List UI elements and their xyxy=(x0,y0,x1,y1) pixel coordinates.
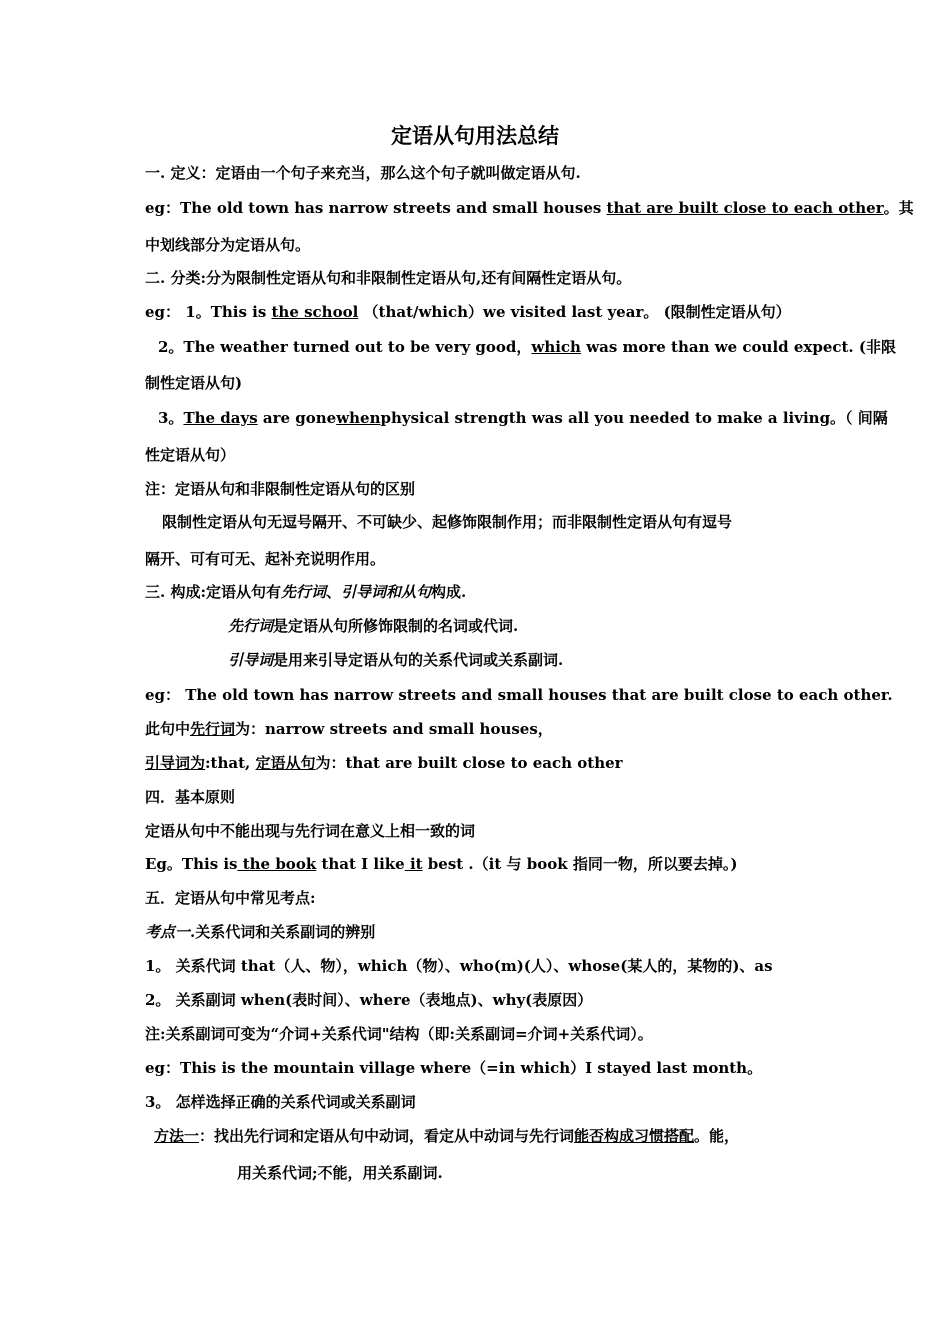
underlined-term: the book xyxy=(237,855,317,873)
text: 用关系代词;不能，用关系副词. xyxy=(237,1164,443,1182)
text: 隔开、可有可无、起补充说明作用。 xyxy=(145,550,386,568)
note-text xyxy=(162,512,732,532)
italic-term: 引导词和从句 xyxy=(341,583,432,601)
composition-line xyxy=(145,582,466,602)
text-line xyxy=(145,1024,653,1044)
text-line xyxy=(145,956,773,976)
underlined-antecedent: the school xyxy=(271,303,359,321)
text-line xyxy=(145,821,475,841)
text: that I like xyxy=(316,855,405,873)
underlined-term: 引导词为 xyxy=(145,754,206,772)
text: 制性定语从句) xyxy=(145,374,243,392)
text: Eg。This is xyxy=(145,855,238,873)
antecedent-definition xyxy=(228,616,518,636)
italic-term: 引导词 xyxy=(228,651,274,669)
text: eg：This is the mountain village where（=in which）I stayed last month。 xyxy=(145,1059,763,1077)
text-line xyxy=(145,719,553,739)
text: 此句中 xyxy=(145,720,191,738)
text: 2。The weather turned out to be very good， xyxy=(158,338,532,356)
text-line xyxy=(145,990,592,1010)
text: 2。 关系副词 when(表时间）、where（表地点)、why(表原因） xyxy=(145,991,593,1009)
text: .关系代词和关系副词的辨别 xyxy=(190,923,376,941)
italic-term: 先行词 xyxy=(228,617,274,635)
text: are gone xyxy=(257,409,337,427)
text: 为：narrow streets and small houses， xyxy=(235,720,553,738)
definition-line xyxy=(145,163,581,183)
relative-word-definition xyxy=(228,650,563,670)
text: 注:关系副词可变为“介词+关系代词"结构（即:关系副词=介词+关系代词）。 xyxy=(145,1025,653,1043)
note-heading xyxy=(145,479,415,499)
text: 五．定语从句中常见考点: xyxy=(145,889,316,907)
underlined-antecedent: The days xyxy=(183,409,258,427)
example-line-6 xyxy=(145,854,737,874)
example-line-4 xyxy=(158,408,888,428)
text: 1。 关系代词 that（人、物），which（物）、who(m)(人）、whose(某人的，某物的)、as xyxy=(145,957,773,975)
text: 、 xyxy=(326,583,342,601)
document-title: 定语从句用法总结 xyxy=(391,124,559,148)
text: 。能， xyxy=(694,1127,740,1145)
definition-text: 一. 定义：定语由一个句子来充当，那么这个句子就叫做定语从句. xyxy=(145,164,581,182)
example-line-1 xyxy=(145,198,914,218)
text: 为：that are built close to each other xyxy=(315,754,623,772)
example-line-3 xyxy=(158,337,896,357)
underlined-term: 先行词 xyxy=(190,720,236,738)
text: eg： 1。This is xyxy=(145,303,272,321)
key-point-heading xyxy=(145,922,375,942)
text: 四．基本原则 xyxy=(145,788,236,806)
text-line xyxy=(145,235,310,255)
method-line xyxy=(154,1126,739,1146)
section-heading xyxy=(145,787,235,807)
text: 。其 xyxy=(883,199,914,217)
text: 是定语从句所修饰限制的名词或代词. xyxy=(273,617,519,635)
text-line xyxy=(237,1163,443,1183)
text-line xyxy=(145,753,623,773)
italic-term: 先行词 xyxy=(280,583,326,601)
text: 三. 构成:定语从句有 xyxy=(145,583,281,601)
underlined-clause: that are built close to each other xyxy=(606,199,884,217)
text: 是用来引导定语从句的关系代词或关系副词. xyxy=(273,651,564,669)
text: :that, xyxy=(205,754,256,772)
italic-term: 考点一 xyxy=(145,923,191,941)
text-line xyxy=(145,1092,416,1112)
text: 注：定语从句和非限制性定语从句的区别 xyxy=(145,480,416,498)
underlined-relative: which xyxy=(531,338,581,356)
text-line xyxy=(145,373,242,393)
example-line-5 xyxy=(145,685,893,705)
underlined-term: it xyxy=(404,855,423,873)
text: 限制性定语从句无逗号隔开、不可缺少、起修饰限制作用；而非限制性定语从句有逗号 xyxy=(162,513,733,531)
underlined-relative: when xyxy=(336,409,381,427)
text: physical strength was all you needed to make a living。（ 间隔 xyxy=(380,409,888,427)
text: 二. 分类:分为限制性定语从句和非限制性定语从句,还有间隔性定语从句。 xyxy=(145,269,632,287)
text-line xyxy=(145,445,235,465)
text: 3。 怎样选择正确的关系代词或关系副词 xyxy=(145,1093,416,1111)
text: best .（it 与 book 指同一物，所以要去掉。) xyxy=(422,855,738,873)
underlined-term: 能否构成习惯搭配 xyxy=(574,1127,695,1145)
text: （that/which）we visited last year。 (限制性定语从句） xyxy=(358,303,791,321)
text: eg： The old town has narrow streets and small houses that are built close to each other. xyxy=(145,686,893,704)
text: 构成. xyxy=(431,583,467,601)
text: was more than we could expect. (非限 xyxy=(580,338,896,356)
example-line-7 xyxy=(145,1058,762,1078)
text: 定语从句中不能出现与先行词在意义上相一致的词 xyxy=(145,822,476,840)
text: ：找出先行词和定语从句中动词，看定从中动词与先行词 xyxy=(199,1127,575,1145)
text: 性定语从句） xyxy=(145,446,236,464)
note-text xyxy=(145,549,385,569)
section-heading xyxy=(145,888,316,908)
underlined-term: 方法一 xyxy=(154,1127,200,1145)
text: eg：The old town has narrow streets and small houses xyxy=(145,199,607,217)
text: 中划线部分为定语从句。 xyxy=(145,236,311,254)
text: 3。 xyxy=(158,409,184,427)
underlined-term: 定语从句 xyxy=(255,754,316,772)
example-line-2 xyxy=(145,302,791,322)
classification-line xyxy=(145,268,631,288)
